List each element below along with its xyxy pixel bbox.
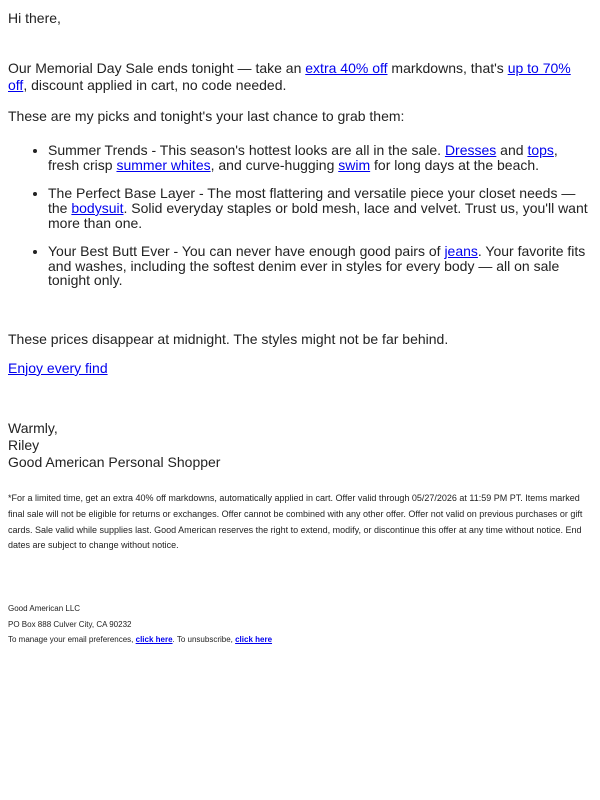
closing-text: These prices disappear at midnight. The styles might not be far behind. [8, 330, 449, 347]
picks-list [8, 143, 592, 287]
item-text: . Your favorite fits and washes, including the softest denim ever in styles for every body — all on sale tonight only. [48, 243, 586, 289]
item-text: , fresh crisp [48, 142, 558, 173]
unsubscribe-link[interactable]: click here [235, 635, 273, 645]
manage-preferences-link[interactable]: click here [135, 635, 173, 645]
item-text: , and curve-hugging [210, 156, 339, 173]
summer-whites-link[interactable]: summer whites [116, 156, 211, 173]
item-text: and [496, 142, 528, 159]
footer-links [8, 632, 592, 648]
dresses-link[interactable]: Dresses [444, 142, 497, 159]
up-to-70-off-link[interactable]: up to 70% off [8, 60, 571, 94]
signoff [8, 420, 592, 471]
footer-company: Good American LLC [8, 604, 81, 614]
intro-paragraph [8, 60, 592, 94]
footer-address: PO Box 888 Culver City, CA 90232 [8, 619, 132, 629]
disclaimer: *For a limited time, get an extra 40% off markdowns, automatically applied in cart. Offer valid through 05/27/2026 at 11:59 PM PT. Items marked final sale will not be eligible for returns or exchanges. Offer cannot be combined with any other offer. Offer not valid on previous purchases or gift cards. Sale valid while supplies last. Good American reserves the right to extend, modify, or discontinue this offer at any time without notice. End dates are subject to change without notice. [8, 493, 583, 551]
item-text: Your Best Butt Ever - You can never have enough good pairs of [48, 243, 445, 260]
picks-intro: These are my picks and tonight's your last chance to grab them: [8, 108, 405, 125]
greeting: Hi there, [8, 10, 61, 26]
list-item-summer-trends [48, 143, 592, 172]
enjoy-every-find-link[interactable]: Enjoy every find [8, 359, 108, 376]
jeans-link[interactable]: jeans [444, 243, 478, 260]
footer [8, 601, 592, 648]
extra-40-off-link[interactable]: extra 40% off [305, 60, 388, 77]
item-text: The Perfect Base Layer - The most flattering and versatile piece your closet needs — the [48, 185, 576, 216]
intro-text-2: markdowns, that's [387, 60, 508, 77]
bodysuit-link[interactable]: bodysuit [71, 199, 124, 216]
tops-link[interactable]: tops [527, 142, 554, 159]
cta-paragraph [8, 360, 592, 377]
signoff-name: Riley [8, 436, 40, 453]
list-item-best-butt [48, 244, 592, 288]
unsubscribe-text: . To unsubscribe, [172, 635, 236, 645]
item-text: Summer Trends - This season's hottest looks are all in the sale. [48, 142, 445, 159]
prefs-text: To manage your email preferences, [8, 635, 136, 645]
item-text: for long days at the beach. [370, 156, 540, 173]
item-text: . Solid everyday staples or bold mesh, lace and velvet. Trust us, you'll want more than one. [48, 199, 588, 231]
list-item-base-layer [48, 186, 592, 230]
signoff-title: Good American Personal Shopper [8, 454, 221, 470]
swim-link[interactable]: swim [338, 156, 371, 173]
intro-text-3: , discount applied in cart, no code needed. [23, 77, 287, 94]
intro-text-1: Our Memorial Day Sale ends tonight — take an [8, 60, 306, 77]
signoff-greeting: Warmly, [8, 419, 58, 436]
